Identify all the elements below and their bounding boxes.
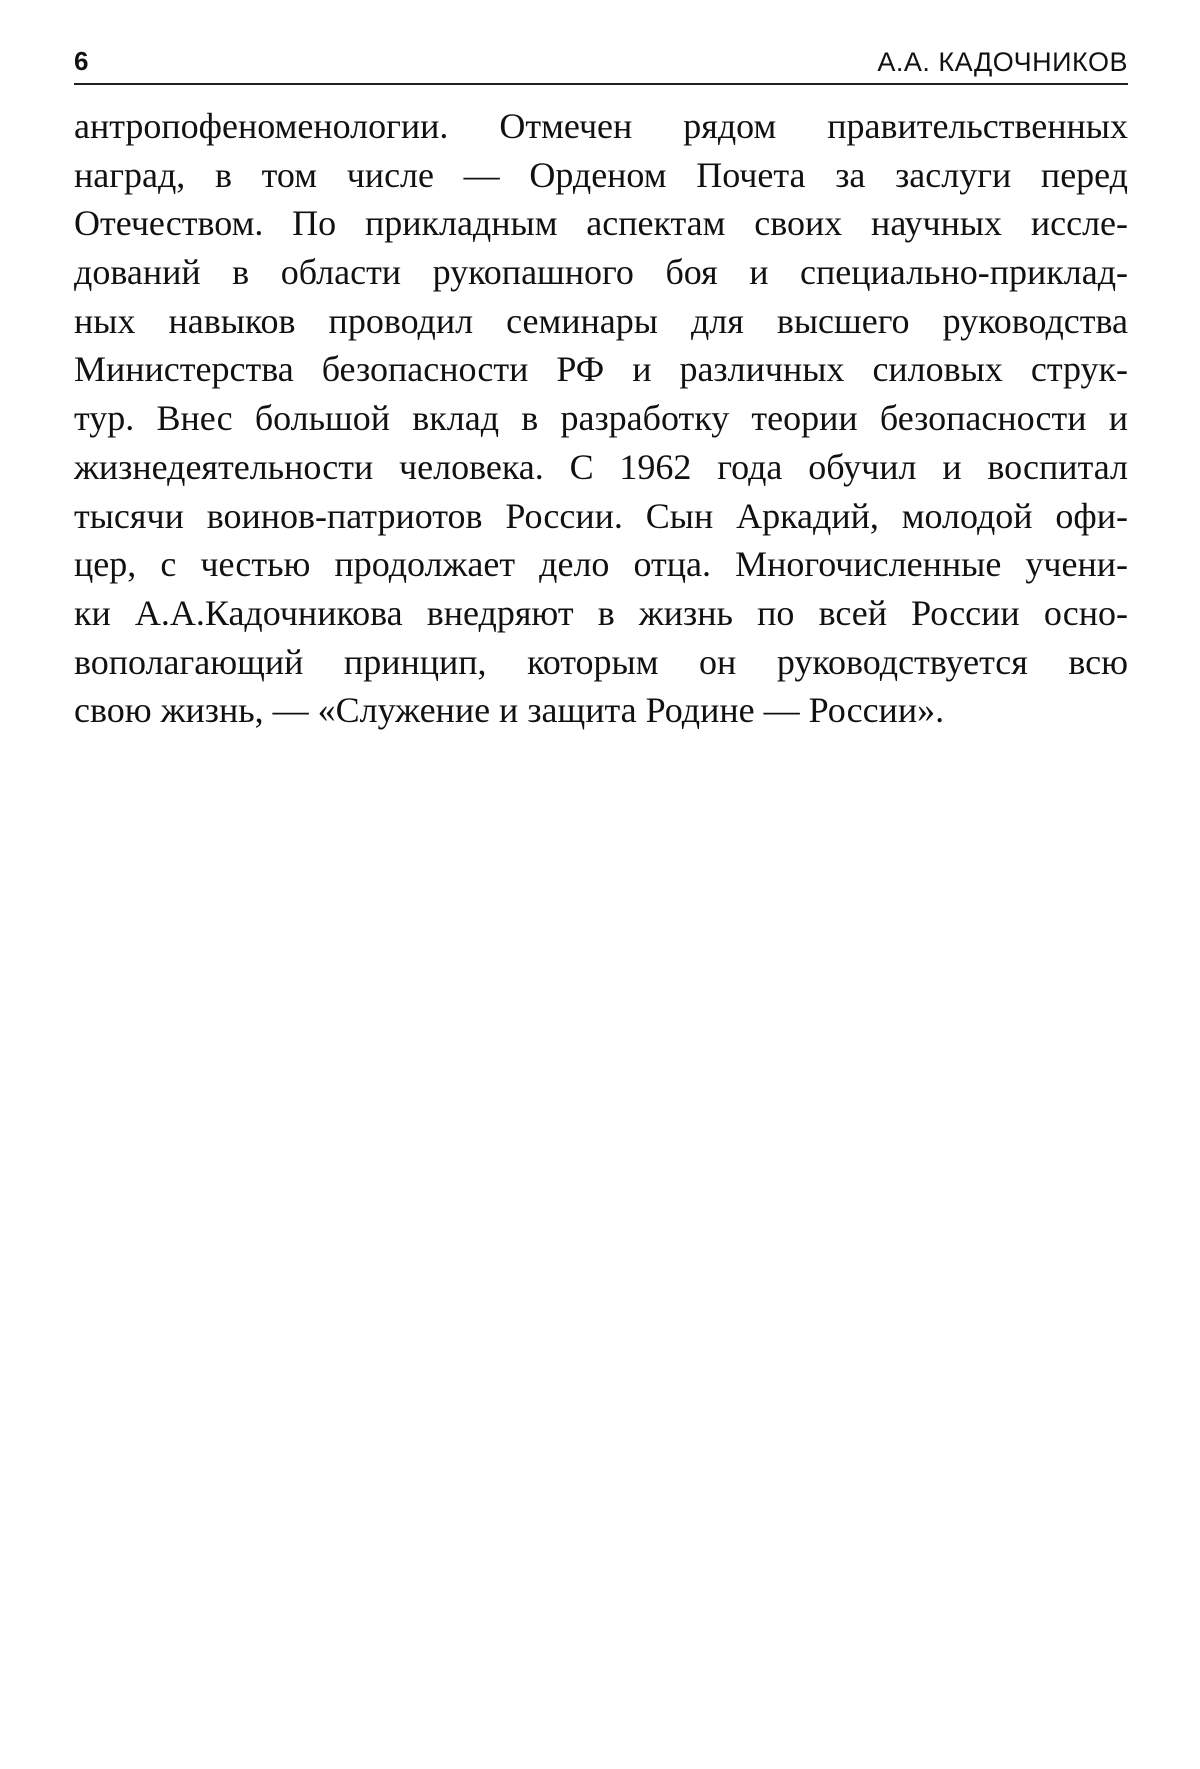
text-line: вополагающий принцип, которым он руководствуется всю [74,641,1128,682]
text-line: ки А.А.Кадочникова внедряют в жизнь по всей России осно- [74,592,1128,633]
text-line-last: свою жизнь, — «Служение и защита Родине — России». [74,690,945,731]
text-line: Министерства безопасности РФ и различных силовых струк- [74,349,1128,390]
running-head [74,44,1128,84]
header-rule [74,83,1128,85]
text-line: Отечеством. По прикладным аспектам своих научных иссле- [74,203,1128,244]
text-line: тур. Внес большой вклад в разработку теории безопасности и [74,398,1128,439]
text-line: антропофеноменологии. Отмечен рядом правительственных [74,106,1128,146]
text-line: наград, в том числе — Орденом Почета за заслуги перед [74,154,1128,195]
body-paragraph [74,102,1128,735]
text-line: жизнедеятельности человека. С 1962 года обучил и воспитал [74,446,1128,487]
text-line: дований в области рукопашного боя и специально-приклад- [74,252,1128,293]
text-line: цер, с честью продолжает дело отца. Многочисленные учени- [74,544,1128,585]
page-number: 6 [74,46,89,76]
running-title: А.А. КАДОЧНИКОВ [877,47,1128,77]
text-line: ных навыков проводил семинары для высшего руководства [74,300,1128,341]
text-line: тысячи воинов-патриотов России. Сын Аркадий, молодой офи- [74,495,1128,536]
